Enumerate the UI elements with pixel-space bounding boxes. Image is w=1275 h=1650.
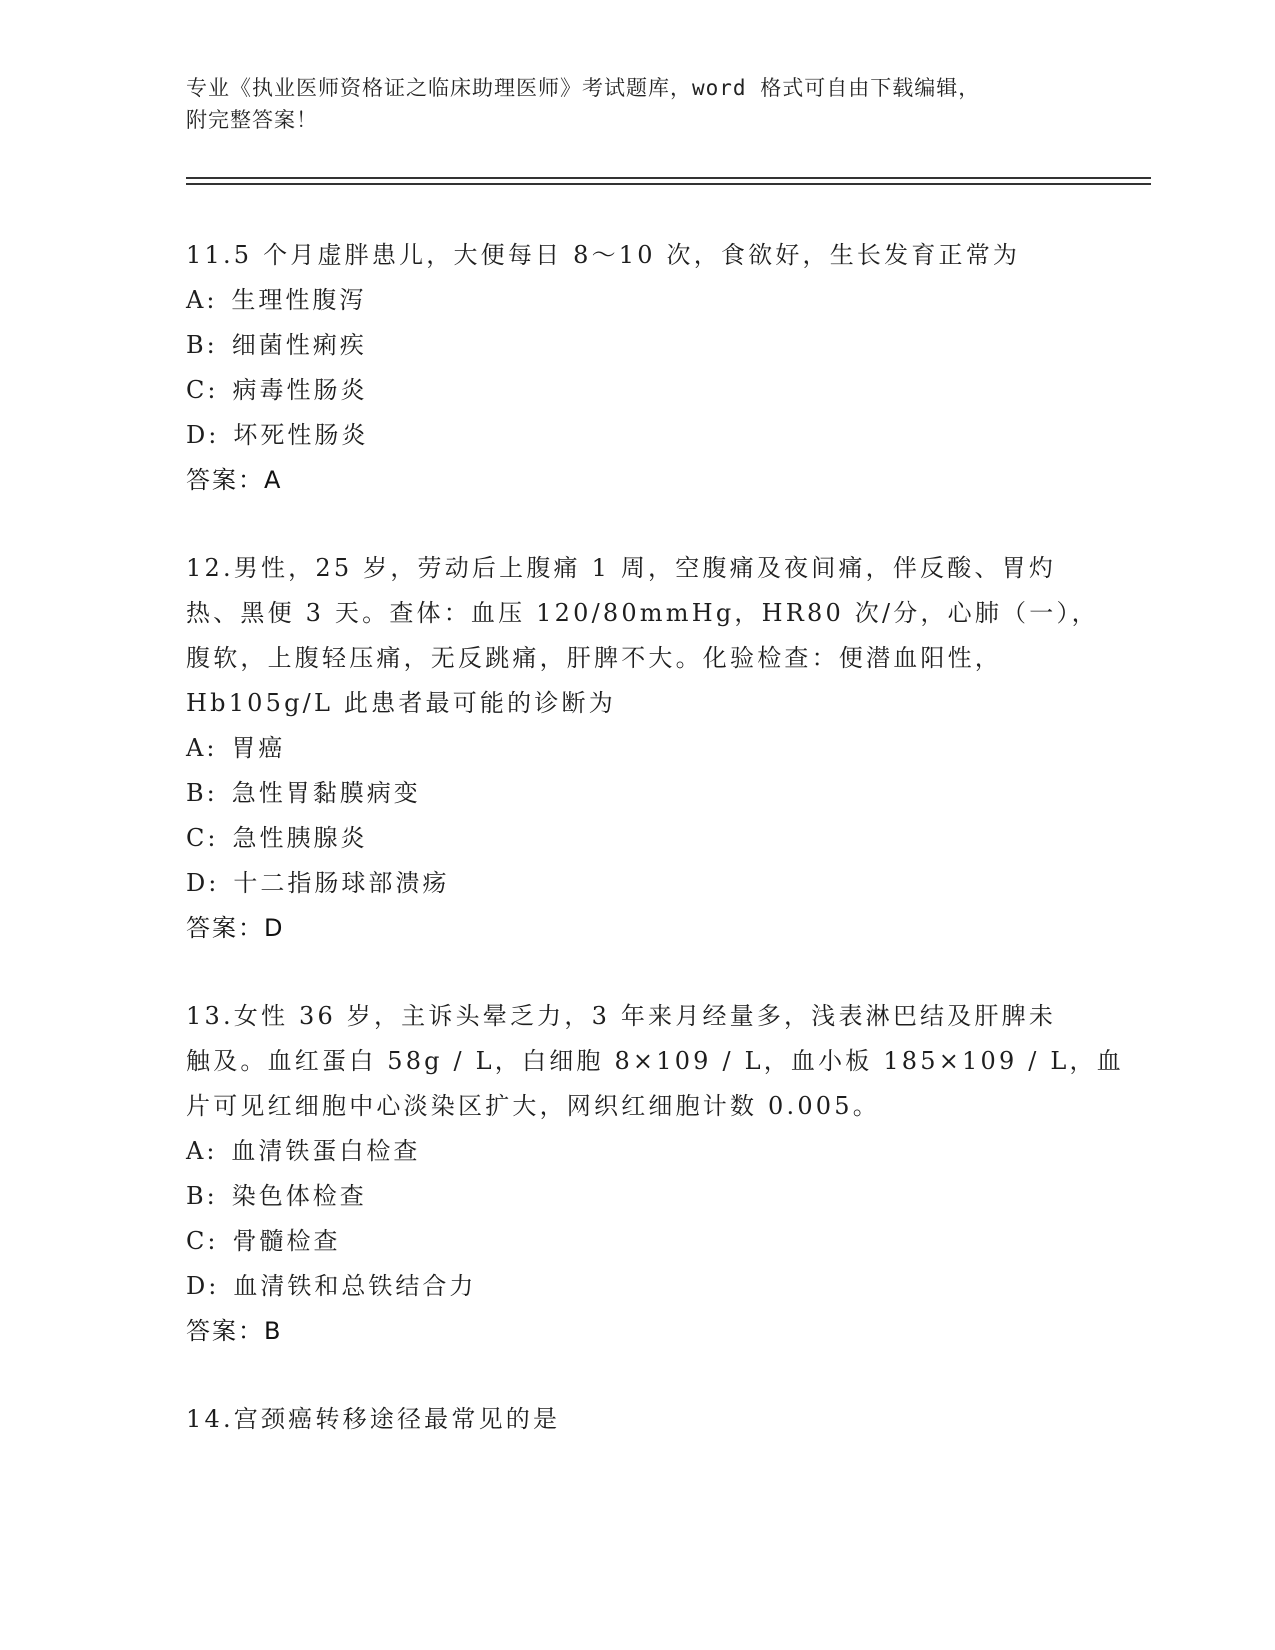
option-text: 坏死性肠炎	[233, 421, 369, 449]
option-text: 生理性腹泻	[231, 286, 367, 314]
option-c	[186, 1219, 1086, 1264]
option-label: A:	[186, 734, 218, 762]
option-d	[186, 413, 1086, 458]
option-label: D:	[186, 421, 220, 449]
option-label: B:	[186, 779, 218, 807]
header-line-1: 专业《执业医师资格证之临床助理医师》考试题库，word 格式可自由下载编辑，	[186, 76, 981, 100]
stem-line: 14.宫颈癌转移途径最常见的是	[186, 1405, 561, 1433]
stem-line: 触及。血红蛋白 58g / L，白细胞 8×109 / L，血小板 185×109 / L，血	[186, 1047, 1124, 1075]
option-text: 细菌性痢疾	[231, 331, 367, 359]
question-stem	[186, 546, 1099, 726]
option-label: D:	[186, 1272, 220, 1300]
option-text: 病毒性肠炎	[232, 376, 368, 404]
header-line-2: 附完整答案！	[186, 108, 318, 132]
option-b	[186, 771, 1086, 816]
option-d	[186, 861, 1086, 906]
option-text: 胃癌	[231, 734, 286, 762]
option-label: C:	[186, 1227, 219, 1255]
option-text: 急性胃黏膜病变	[231, 779, 421, 807]
stem-line: 腹软，上腹轻压痛，无反跳痛，肝脾不大。化验检查：便潜血阳性，	[186, 644, 1002, 672]
option-text: 急性胰腺炎	[232, 824, 368, 852]
stem-line: 片可见红细胞中心淡染区扩大，网织红细胞计数 0.005。	[186, 1092, 880, 1120]
stem-line: 12.男性，25 岁，劳动后上腹痛 1 周，空腹痛及夜间痛，伴反酸、胃灼	[186, 554, 1057, 582]
option-text: 十二指肠球部溃疡	[233, 869, 450, 897]
stem-line: 热、黑便 3 天。查体：血压 120/80mmHg，HR80 次/分，心肺（一），	[186, 599, 1099, 627]
question-stem	[186, 1397, 1086, 1442]
question-13	[186, 994, 1124, 1354]
answer-line: 答案：A	[186, 466, 283, 494]
option-c	[186, 368, 1086, 413]
option-d	[186, 1264, 1086, 1309]
option-label: B:	[186, 1182, 218, 1210]
option-label: B:	[186, 331, 218, 359]
header-divider-top	[186, 177, 1151, 179]
option-a	[186, 278, 1086, 323]
stem-line: Hb105g/L 此患者最可能的诊断为	[186, 689, 616, 717]
option-label: A:	[186, 1137, 218, 1165]
option-text: 血清铁和总铁结合力	[233, 1272, 477, 1300]
answer-line: 答案：B	[186, 1317, 283, 1345]
question-stem	[186, 233, 1086, 278]
option-a	[186, 726, 1086, 771]
option-label: C:	[186, 376, 219, 404]
header-divider-bottom	[186, 183, 1151, 185]
option-text: 染色体检查	[231, 1182, 367, 1210]
option-text: 骨髓检查	[232, 1227, 341, 1255]
question-list	[186, 233, 1124, 1485]
option-b	[186, 323, 1086, 368]
question-12	[186, 546, 1099, 951]
option-label: D:	[186, 869, 220, 897]
question-stem	[186, 994, 1124, 1129]
option-c	[186, 816, 1086, 861]
question-14	[186, 1397, 1086, 1442]
question-11	[186, 233, 1086, 503]
option-a	[186, 1129, 1086, 1174]
answer-line: 答案：D	[186, 914, 285, 942]
document-header	[186, 72, 1086, 136]
option-text: 血清铁蛋白检查	[231, 1137, 421, 1165]
stem-line: 13.女性 36 岁，主诉头晕乏力，3 年来月经量多，浅表淋巴结及肝脾未	[186, 1002, 1057, 1030]
option-b	[186, 1174, 1086, 1219]
option-label: C:	[186, 824, 219, 852]
option-label: A:	[186, 286, 218, 314]
stem-line: 11.5 个月虚胖患儿，大便每日 8～10 次，食欲好，生长发育正常为	[186, 241, 1021, 269]
